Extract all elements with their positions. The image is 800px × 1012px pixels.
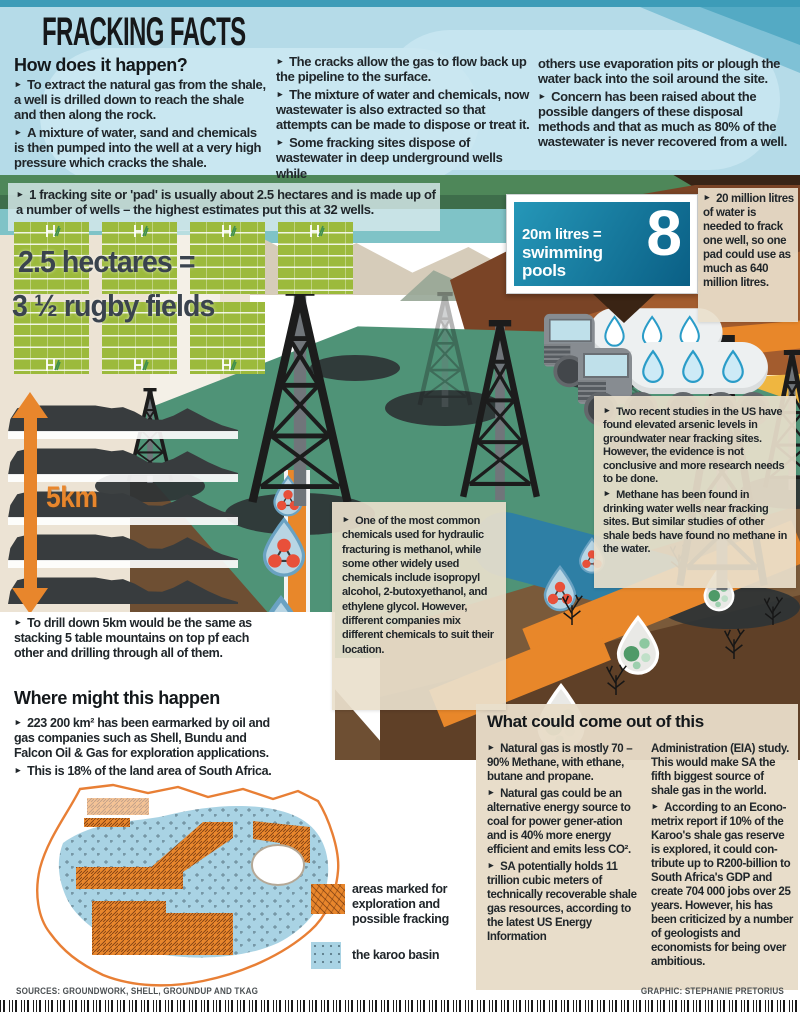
bullet-icon: ► (603, 488, 612, 499)
studies-item (603, 406, 787, 486)
rugby-field (190, 222, 265, 294)
callout-tail (592, 293, 656, 323)
dead-scrub-icon (760, 595, 786, 625)
goalpost-icon (219, 224, 237, 238)
water-note-text (703, 192, 795, 293)
outcome-item (487, 860, 640, 944)
depth-arrow-head-up (12, 392, 48, 418)
page-title: FRACKING FACTS (42, 10, 246, 54)
dead-scrub-icon (720, 627, 748, 659)
goalpost-icon (219, 358, 237, 372)
swimming-pools-callout (506, 194, 698, 294)
how-col2-item (276, 135, 530, 180)
bullet-icon: ► (703, 192, 712, 202)
silhouette-gap (8, 431, 238, 439)
water-drop-icon (720, 349, 746, 383)
bullet-icon: ► (276, 137, 285, 148)
bullet-icon: ► (538, 91, 547, 102)
goalpost-icon (131, 358, 149, 372)
outcome-heading: What could come out of this (487, 712, 704, 731)
bullet-icon: ► (603, 405, 612, 415)
paragraph-text: Methane has been found in drinking water wells near fracking sites. But similar studies of other shale beds have found no methane in the water. (603, 489, 787, 556)
legend-karoo-label (352, 948, 482, 966)
bullet-icon: ► (14, 617, 23, 627)
bullet-icon: ► (14, 79, 23, 89)
paragraph-text: According to an Econo-metrix report if 10% of the Karoo's shale gas reserve is explored, it could con-tribute up to R200-billion to South Africa's GDP and create 704 000 jobs over 25 years. However, his has been criticized by a number of geologists and economists for being over ambitious. (651, 802, 794, 969)
outcome-continuation (651, 742, 794, 798)
bullet-icon: ► (487, 787, 496, 798)
where-text (14, 716, 272, 782)
paragraph-text: 1 fracking site or 'pad' is usually about 2.5 hectares and is made up of a number of wells – the highest estimates put this at 32 wells. (16, 187, 436, 218)
top-teal-strip (0, 0, 800, 7)
pool-equation-line2: swimming pools (522, 242, 603, 281)
studies-item (603, 489, 787, 556)
bullet-icon: ► (651, 801, 660, 812)
hectares-equation-line1: 2.5 hectares = (18, 244, 195, 279)
how-col2-item (276, 87, 530, 132)
goalpost-icon (307, 224, 325, 238)
goalpost-icon (43, 224, 61, 238)
studies-panel (594, 396, 796, 588)
paragraph-text: The cracks allow the gas to flow back up the pipeline to the surface. (276, 54, 527, 85)
hectares-equation-line2: 3 ½ rugby fields (12, 288, 215, 323)
south-africa-map (10, 778, 350, 1008)
goalpost-icon (43, 358, 61, 372)
how-col3 (538, 56, 792, 152)
where-heading: Where might this happen (14, 688, 220, 708)
how-col2-item (276, 54, 530, 84)
paragraph-text: Some fracking sites dispose of wastewater in deep underground wells while (276, 135, 503, 181)
paragraph-text: The mixture of water and chemicals, now wastewater is also extracted so that attempts can be made to dispose or treat it. (276, 87, 530, 133)
swimming-pools-callout-inner (514, 197, 690, 286)
chemical-droplet-icon (258, 517, 310, 579)
paragraph-text: 20 million litres of water is needed to frack one well, so one pad could use as much as 640 million litres. (703, 193, 794, 290)
legend-karoo-swatch (311, 942, 341, 969)
drilling-derrick-icon (452, 320, 548, 500)
silhouette-gap (8, 474, 238, 482)
outcome-col1 (487, 742, 640, 947)
bullet-icon: ► (14, 717, 23, 727)
paragraph-text: Natural gas could be an alternative energy source to coal for power gener-ation and is 40% more energy efficient and emits less CO². (487, 788, 631, 857)
paragraph-text: One of the most common chemicals used for hydraulic fracturing is methanol, while some other widely used chemicals include isopropyl alcohol, 2-butoxyethanol, and ethylene glycol. However, different companies mix different chemicals to suit their location. (342, 515, 494, 656)
paragraph-text: areas marked for exploration and possible fracking (352, 882, 449, 926)
rugby-field (278, 222, 353, 294)
graphic-credit: GRAPHIC: STEPHANIE PRETORIUS (640, 986, 784, 996)
water-drop-icon (640, 349, 666, 383)
pad-text (16, 187, 436, 220)
legend-exploration-label (352, 882, 477, 930)
how-col1-item (14, 125, 268, 170)
paragraph-text: SA potentially holds 11 trillion cubic meters of technically recoverable shale gas resources, according to the latest US Energy Information (487, 861, 637, 944)
legend-exploration-swatch (311, 884, 345, 914)
sources-credit: SOURCES: GROUNDWORK, SHELL, GROUNDUP AND TKAG (16, 986, 259, 996)
depth-arrow-shaft (24, 417, 37, 589)
how-col1 (14, 77, 268, 173)
bullet-icon: ► (276, 89, 285, 100)
paragraph-text: Natural gas is mostly 70 – 90% Methane, with ethane, butane and propane. (487, 743, 633, 784)
bullet-icon: ► (14, 765, 23, 775)
pool-equation-line1: 20m litres = (522, 226, 602, 244)
how-col2 (276, 54, 530, 184)
paragraph-text: Administration (EIA) study. This would make SA the fifth biggest source of shale gas in the world. (651, 743, 789, 798)
where-item (14, 716, 272, 761)
silhouette-gap (8, 517, 238, 525)
bullet-icon: ► (276, 56, 285, 66)
drill-depth-text (14, 616, 270, 664)
truck-window (583, 353, 629, 378)
paragraph-text: To drill down 5km would be the same as stacking 5 table mountains on top pf each other and drilling through all of them. (14, 616, 252, 660)
how-col3-item (538, 89, 792, 149)
bullet-icon: ► (16, 189, 25, 199)
how-col1-item (14, 77, 268, 122)
dead-scrub-icon (558, 593, 586, 625)
where-item (14, 764, 272, 779)
pool-equation (522, 227, 646, 281)
paragraph-text: A mixture of water, sand and chemicals is then pumped into the well at a very high pressure which cracks the shale. (14, 125, 262, 171)
lesotho-outline (252, 845, 304, 885)
silhouette-gap (8, 560, 238, 568)
paragraph-text: the karoo basin (352, 948, 440, 962)
paragraph-text: Two recent studies in the US have found elevated arsenic levels in groundwater near fracking sites. However, the evidence is not conclusive and more research needs to be done. (603, 406, 785, 486)
bullet-icon: ► (487, 742, 496, 752)
outcome-item (487, 787, 640, 857)
depth-label: 5km (46, 481, 98, 514)
outcome-item (651, 801, 794, 969)
outcome-item (487, 742, 640, 784)
water-drop-icon (680, 349, 706, 383)
paragraph-text: 223 200 km² has been earmarked by oil and gas companies such as Shell, Bundu and Falcon Oil & Gas for exploration applications. (14, 716, 270, 760)
bullet-icon: ► (14, 127, 23, 138)
dead-scrub-icon (602, 663, 630, 695)
paragraph-text: others use evaporation pits or plough the water back into the soil around the site. (538, 56, 781, 87)
paragraph-text: Concern has been raised about the possible dangers of these disposal methods and that as much as 80% of the wastewater is never recovered from a well. (538, 89, 788, 150)
how-heading: How does it happen? (14, 55, 188, 75)
paragraph-text: This is 18% of the land area of South Africa. (27, 764, 272, 778)
outcome-col2 (651, 742, 794, 972)
paragraph-text: To extract the natural gas from the shale, a well is drilled down to reach the shale and then along the rock. (14, 77, 266, 123)
goalpost-icon (131, 224, 149, 238)
bullet-icon: ► (487, 860, 496, 871)
bullet-icon: ► (342, 514, 351, 524)
depth-arrow-head-down (12, 588, 48, 614)
pool-count: 8 (646, 197, 682, 269)
chemicals-panel (332, 502, 506, 710)
chemicals-item (342, 514, 496, 657)
how-col3-continuation (538, 56, 792, 86)
